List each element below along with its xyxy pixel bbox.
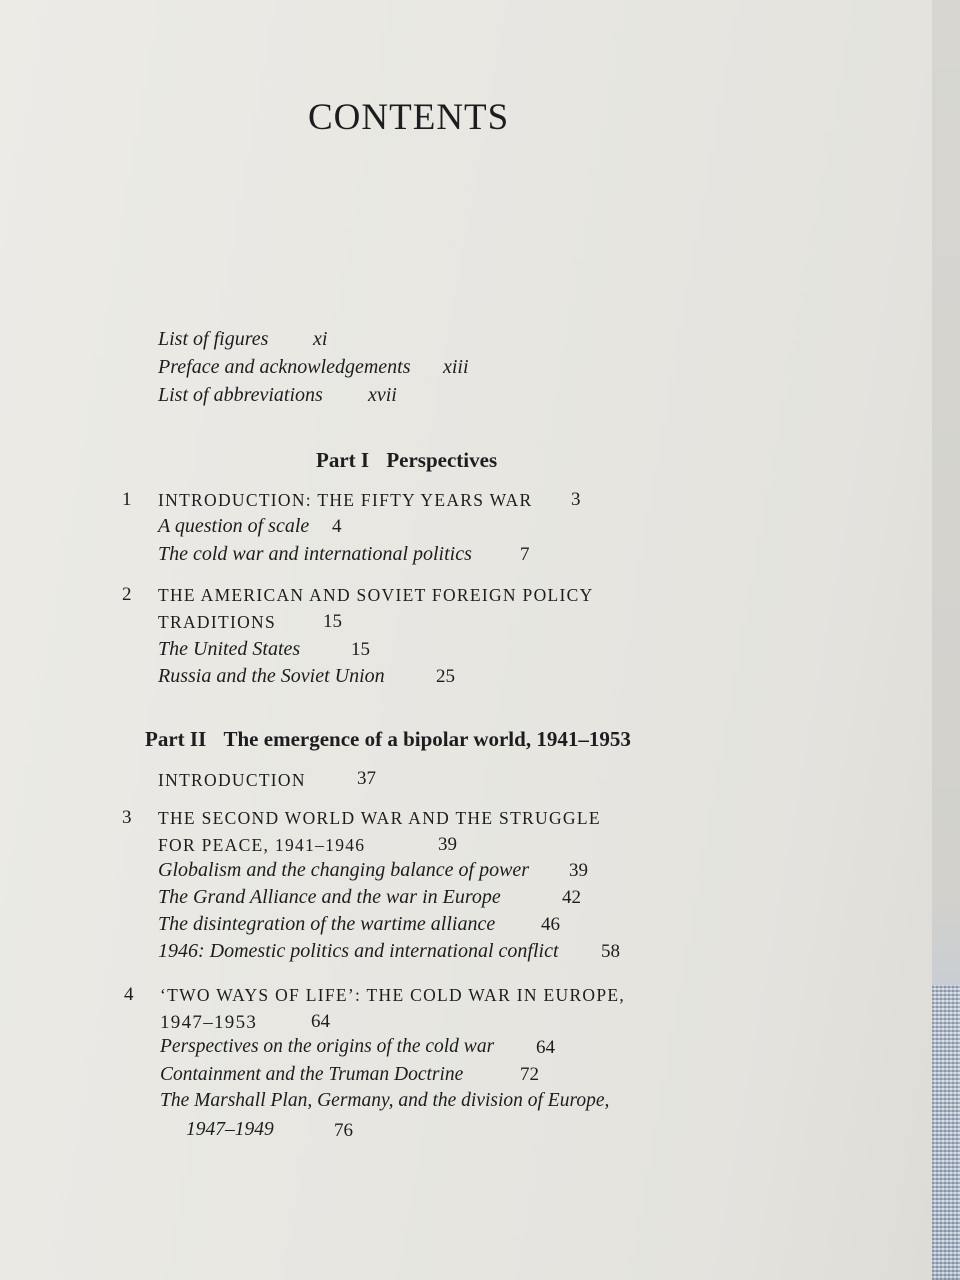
toc-entry-label: List of figures (158, 328, 269, 350)
part-title: Perspectives (386, 448, 498, 472)
section-label: The United States (158, 638, 301, 660)
chapter-title: THE SECOND WORLD WAR AND THE STRUGGLE (158, 808, 601, 828)
section-page: 7 (520, 544, 530, 565)
section-page: 39 (569, 860, 588, 881)
section-label-cont: 1947–1949 (186, 1119, 274, 1140)
section-page: 4 (332, 516, 342, 537)
part-label: Part I (316, 448, 370, 472)
section-label: Containment and the Truman Doctrine (160, 1064, 464, 1085)
section-intro-label: INTRODUCTION (158, 770, 306, 790)
section-label: Globalism and the changing balance of power (158, 859, 530, 881)
section-label: The cold war and international politics (158, 543, 472, 565)
chapter-page: 15 (323, 611, 342, 632)
part-label: Part II (145, 727, 207, 751)
section-page: 46 (541, 914, 560, 935)
toc-entry-label: List of abbreviations (158, 384, 323, 406)
toc-entry-page: xiii (443, 356, 469, 378)
part-heading (316, 448, 497, 473)
toc-entry-page: xi (313, 328, 328, 350)
page-title: CONTENTS (308, 97, 510, 138)
section-page: 72 (520, 1064, 539, 1085)
chapter-title: INTRODUCTION: THE FIFTY YEARS WAR (158, 490, 533, 510)
chapter-number: 3 (122, 807, 132, 828)
chapter-page: 39 (438, 834, 457, 855)
section-label: 1946: Domestic politics and international conflict (158, 940, 559, 962)
section-label: The Grand Alliance and the war in Europe (158, 886, 501, 908)
chapter-number: 1 (122, 489, 132, 510)
section-label: The disintegration of the wartime alliance (158, 913, 496, 935)
section-page: 64 (536, 1037, 555, 1058)
section-label: A question of scale (158, 515, 310, 537)
part-title: The emergence of a bipolar world, 1941–1953 (223, 727, 631, 751)
chapter-title-cont: TRADITIONS (158, 612, 276, 632)
section-page: 15 (351, 639, 370, 660)
section-page: 42 (562, 887, 581, 908)
chapter-page: 3 (571, 489, 581, 510)
section-label: Perspectives on the origins of the cold war (160, 1036, 495, 1057)
section-label: Russia and the Soviet Union (158, 665, 385, 687)
section-intro-page: 37 (357, 768, 376, 789)
section-page: 25 (436, 666, 455, 687)
chapter-page: 64 (311, 1011, 330, 1032)
toc-entry-label: Preface and acknowledgements (158, 356, 411, 378)
toc-entry-page: xvii (368, 384, 397, 406)
chapter-title: ‘TWO WAYS OF LIFE’: THE COLD WAR IN EUROPE, (160, 985, 626, 1005)
chapter-title-cont: 1947–1953 (160, 1012, 258, 1033)
chapter-title-cont: FOR PEACE, 1941–1946 (158, 835, 366, 855)
section-page: 58 (601, 941, 620, 962)
chapter-number: 2 (122, 584, 132, 605)
part-heading (145, 727, 631, 752)
cloth-texture (932, 985, 960, 1280)
section-page: 76 (334, 1120, 353, 1141)
section-label: The Marshall Plan, Germany, and the division of Europe, (160, 1090, 610, 1111)
chapter-title: THE AMERICAN AND SOVIET FOREIGN POLICY (158, 585, 594, 605)
chapter-number: 4 (124, 984, 134, 1005)
